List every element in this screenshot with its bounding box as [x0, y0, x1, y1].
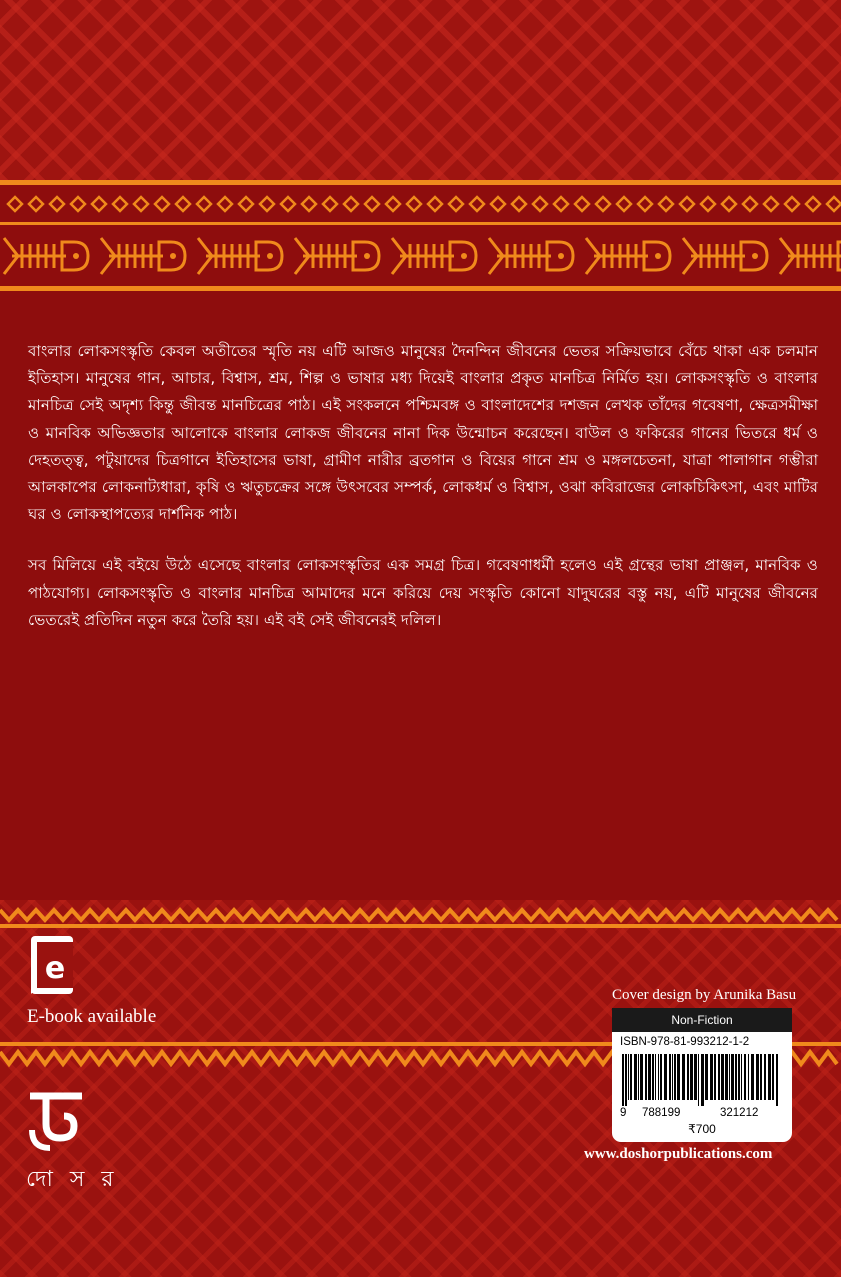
barcode-bar: [768, 1054, 771, 1100]
barcode-bar: [687, 1054, 689, 1100]
book-blurb: [28, 338, 818, 658]
diamond-ornament: [134, 197, 148, 211]
barcode-bar: [664, 1054, 667, 1100]
barcode-bar: [735, 1054, 737, 1100]
bottom-zigzag-band: [0, 898, 841, 938]
top-band-line-2: [0, 222, 841, 225]
top-band-line-3: [0, 286, 841, 291]
barcode-bar: [677, 1054, 680, 1100]
fish-ornament: [198, 238, 282, 274]
diamond-ornament: [113, 197, 127, 211]
isbn-text: ISBN-978-81-993212-1-2: [620, 1036, 750, 1048]
barcode-bar: [748, 1054, 749, 1100]
barcode-bar: [634, 1054, 637, 1100]
diamond-ornament: [218, 197, 232, 211]
ebook-icon: [27, 934, 79, 998]
barcode-bar: [648, 1054, 651, 1100]
diamond-ornament: [71, 197, 85, 211]
barcode-bar: [721, 1054, 724, 1100]
barcode-bar: [655, 1054, 656, 1100]
barcode-bar: [694, 1054, 697, 1100]
fish-band: [0, 228, 841, 284]
diamond-ornament: [722, 197, 736, 211]
diamond-ornament: [50, 197, 64, 211]
barcode-digit-first: 9: [620, 1107, 627, 1119]
barcode-bar: [669, 1054, 671, 1100]
fish-ornament: [4, 238, 88, 274]
diamond-ornament: [575, 197, 589, 211]
diamond-band: [0, 188, 841, 220]
fish-ornament: [101, 238, 185, 274]
barcode-bar: [718, 1054, 720, 1100]
diamond-ornament: [365, 197, 379, 211]
barcode-bar: [756, 1054, 759, 1100]
price: ₹700: [688, 1122, 716, 1136]
barcode-bar: [738, 1054, 740, 1100]
barcode-card: [612, 1008, 792, 1142]
barcode-bar: [630, 1054, 632, 1100]
diamond-ornament: [764, 197, 778, 211]
diamond-ornament: [743, 197, 757, 211]
website-link[interactable]: www.doshorpublications.com: [584, 1146, 773, 1162]
diamond-ornament: [449, 197, 463, 211]
barcode-bar: [625, 1054, 627, 1106]
diamond-ornament: [302, 197, 316, 211]
diamond-ornament: [260, 197, 274, 211]
diamond-ornament: [197, 197, 211, 211]
barcode-bar: [731, 1054, 734, 1100]
diamond-ornament: [617, 197, 631, 211]
barcode-bar: [741, 1054, 742, 1100]
diamond-ornament: [323, 197, 337, 211]
diamond-ornament: [491, 197, 505, 211]
diamond-ornament: [8, 197, 22, 211]
barcode-bar: [652, 1054, 654, 1100]
fish-ornament: [489, 238, 573, 274]
barcode-bar: [760, 1054, 762, 1100]
diamond-ornament: [344, 197, 358, 211]
barcode-bar: [645, 1054, 647, 1100]
barcode-bars: [620, 1054, 784, 1106]
publisher-logo-mark: [26, 1090, 86, 1154]
diamond-ornament: [92, 197, 106, 211]
publisher-name: দো স র: [26, 1167, 119, 1192]
barcode-bar: [640, 1054, 643, 1100]
barcode-bar: [690, 1054, 693, 1100]
barcode-digits-last: 321212: [720, 1107, 759, 1119]
diamond-ornament: [701, 197, 715, 211]
diamond-ornament: [428, 197, 442, 211]
genre-label: Non-Fiction: [612, 1008, 792, 1032]
barcode-bar: [776, 1054, 778, 1106]
fish-ornament: [392, 238, 476, 274]
fish-ornament: [295, 238, 379, 274]
diamond-ornament: [806, 197, 820, 211]
diamond-ornament: [785, 197, 799, 211]
diamond-ornament: [554, 197, 568, 211]
barcode-bar: [658, 1054, 659, 1100]
barcode-bar: [698, 1054, 699, 1106]
barcode-bar: [764, 1054, 766, 1100]
fish-ornament: [586, 238, 670, 274]
barcode-bar: [710, 1054, 713, 1100]
barcode-bar: [682, 1054, 685, 1100]
blurb-paragraph: সব মিলিয়ে এই বইয়ে উঠে এসেছে বাংলার লোকসংস্কৃতির এক সমগ্র চিত্র। গবেষণাধর্মী হলেও এই গ্রন্থের ভাষা প্রাঞ্জল, মানবিক ও পাঠযোগ্য। লোকসংস্কৃতি ও বাংলার মানচিত্র আমাদের মনে করিয়ে দেয় সংস্কৃতি কোনো যাদুঘরের বস্তু নয়, এটি মানুষের জীবনের ভেতরেই প্রতিদিন নতুন করে তৈরি হয়। এই বই সেই জীবনেরই দলিল।: [28, 556, 818, 629]
ebook-label: E-book available: [27, 1006, 157, 1027]
fish-ornament: [683, 238, 767, 274]
top-band-line: [0, 180, 841, 185]
barcode-bar: [672, 1054, 673, 1100]
diamond-ornament: [827, 197, 841, 211]
barcode-bar: [725, 1054, 728, 1100]
barcode-bar: [674, 1054, 676, 1100]
diamond-ornament: [638, 197, 652, 211]
diamond-ornament: [176, 197, 190, 211]
barcode-bar: [729, 1054, 730, 1100]
diamond-ornament: [596, 197, 610, 211]
fish-ornament: [780, 238, 841, 274]
diamond-ornament: [512, 197, 526, 211]
barcode-bar: [701, 1054, 704, 1106]
diamond-ornament: [533, 197, 547, 211]
barcode-bar: [638, 1054, 639, 1100]
barcode-bar: [751, 1054, 754, 1100]
svg-text:e: e: [44, 951, 66, 986]
diamond-ornament: [155, 197, 169, 211]
cover-credit: Cover design by Arunika Basu: [612, 987, 797, 1003]
diamond-ornament: [386, 197, 400, 211]
diamond-ornament: [29, 197, 43, 211]
diamond-ornament: [680, 197, 694, 211]
barcode-bar: [714, 1054, 716, 1100]
blurb-paragraph: বাংলার লোকসংস্কৃতি কেবল অতীতের স্মৃতি নয় এটি আজও মানুষের দৈনন্দিন জীবনের ভেতর সক্রিয়ভাবে বেঁচে থাকা এক চলমান ইতিহাস। মানুষের গান, আচার, বিশ্বাস, শ্রম, শিল্প ও ভাষার মধ্য দিয়েই বাংলার প্রকৃত মানচিত্র নির্মিত হয়। লোকসংস্কৃতি ও বাংলার মানচিত্র সেই অদৃশ্য কিন্তু জীবন্ত মানচিত্রের পাঠ। এই সংকলনে পশ্চিমবঙ্গ ও বাংলাদেশের দশজন লেখক তাঁদের গবেষণা, ক্ষেত্রসমীক্ষা ও মানবিক অভিজ্ঞতার আলোকে বাংলার লোকজ জীবনের নানা দিক উন্মোচন করেছেন। বাউল ও ফকিরের গানের ভিতরে ধর্ম ও দেহতত্ত্ব, পটুয়াদের চিত্রগানে ইতিহাসের ভাষা, গ্রামীণ নারীর ব্রতগান ও বিয়ের গানে শ্রম ও মঙ্গলচেতনা, যাত্রা পালাগান গম্ভীরা আলকাপের লোকনাট্যধারা, কৃষি ও ঋতুচক্রের সঙ্গে উৎসবের সম্পর্ক, লোকধর্ম ও বিশ্বাস, ওঝা কবিরাজের লোকচিকিৎসা, এবং মাটির ঘর ও লোকস্থাপত্যের দার্শনিক পাঠ।: [28, 342, 818, 524]
diamond-ornament: [470, 197, 484, 211]
barcode-bar: [744, 1054, 746, 1100]
barcode-bar: [628, 1054, 629, 1100]
diamond-ornament: [659, 197, 673, 211]
barcode-bar: [772, 1054, 774, 1100]
barcode-bar: [622, 1054, 624, 1106]
diamond-ornament: [239, 197, 253, 211]
top-pattern: [0, 0, 841, 180]
diamond-ornament: [407, 197, 421, 211]
diamond-ornament: [281, 197, 295, 211]
barcode-bar: [660, 1054, 662, 1100]
barcode-digits-mid: 788199: [642, 1107, 681, 1119]
barcode-bar: [705, 1054, 708, 1100]
